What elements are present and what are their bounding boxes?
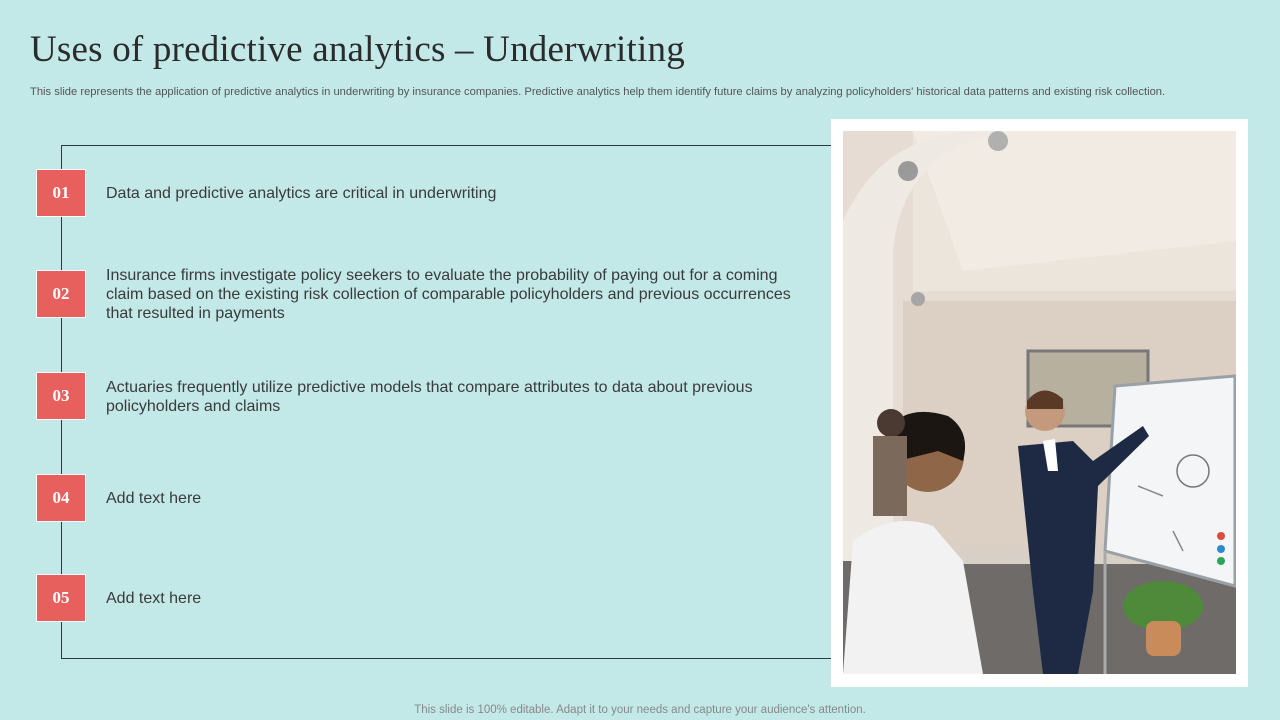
slide-subtitle: This slide represents the application of predictive analytics in underwriting by insurance companies. Predictive analytics help them identify future claims by analyzing policyholders' historical data patterns and existing risk collection. xyxy=(30,86,1166,98)
item-text: Data and predictive analytics are critical in underwriting xyxy=(106,185,497,202)
item-text: Add text here xyxy=(106,590,202,607)
slide-footer: This slide is 100% editable. Adapt it to your needs and capture your audience's attention. xyxy=(414,704,866,716)
number-badge: 01 xyxy=(36,169,86,217)
item-text: Add text here xyxy=(106,490,202,507)
number-badge: 03 xyxy=(36,372,86,420)
business-presentation-photo xyxy=(843,131,1236,674)
photo-card xyxy=(831,119,1248,687)
item-text: Insurance firms investigate policy seekers to evaluate the probability of paying out for a coming claim based on the existing risk collection of comparable policyholders and previous occurrences that resulted in payments xyxy=(106,267,791,322)
number-badge: 02 xyxy=(36,270,86,318)
item-text: Actuaries frequently utilize predictive models that compare attributes to data about previous policyholders and claims xyxy=(106,379,753,415)
number-badge: 05 xyxy=(36,574,86,622)
number-badge: 04 xyxy=(36,474,86,522)
slide-title: Uses of predictive analytics – Underwriting xyxy=(30,29,685,70)
